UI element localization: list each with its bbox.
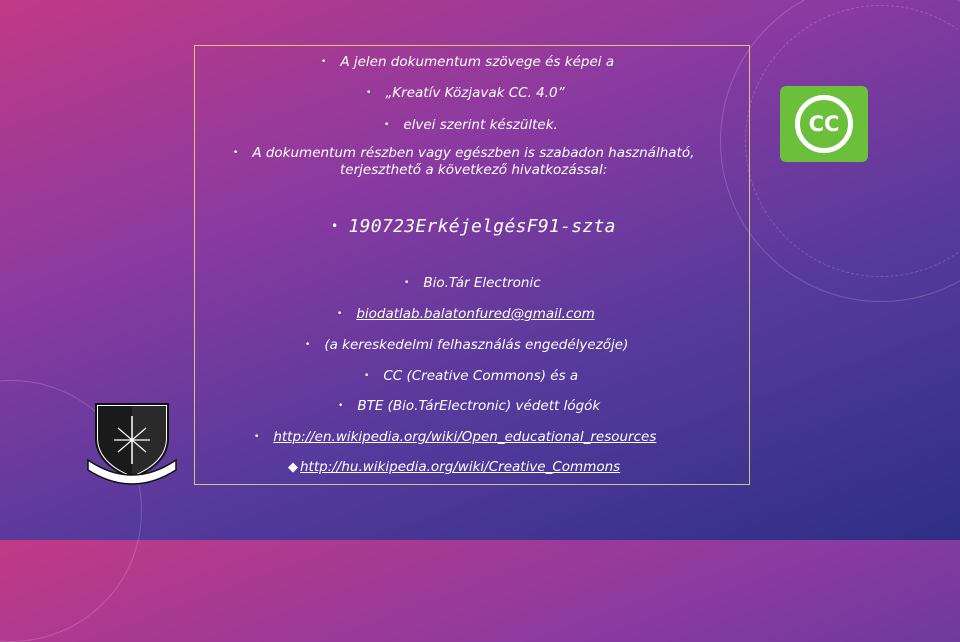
line-text: CC (Creative Commons) és a xyxy=(383,368,579,384)
line-text: A jelen dokumentum szövege és képei a xyxy=(340,54,615,70)
wiki-link-hu-text[interactable]: http://hu.wikipedia.org/wiki/Creative_Commons xyxy=(300,459,621,475)
cc-logo xyxy=(780,86,868,162)
bullet: • xyxy=(404,278,410,288)
content-frame xyxy=(194,45,750,485)
bullet: • xyxy=(337,309,343,319)
text-line-4 xyxy=(233,145,694,161)
text-line-6 xyxy=(404,275,541,291)
bte-shield-logo xyxy=(84,398,180,486)
line-text: elvei szerint készültek. xyxy=(403,117,558,133)
bullet: • xyxy=(331,219,339,233)
line-text: A dokumentum részben vagy egészben is szabadon használható, xyxy=(252,145,695,161)
email-link-text[interactable]: biodatlab.balatonfured@gmail.com xyxy=(356,306,595,322)
bullet: • xyxy=(305,340,311,350)
text-line-10 xyxy=(338,398,600,414)
text-line-2 xyxy=(366,85,565,101)
wiki-link-en-text[interactable]: http://en.wikipedia.org/wiki/Open_educational_resources xyxy=(273,429,657,445)
bullet: • xyxy=(321,57,327,67)
line-text: Bio.Tár Electronic xyxy=(423,275,541,291)
document-code xyxy=(331,216,616,237)
line-text: „Kreatív Közjavak CC. 4.0” xyxy=(385,85,565,101)
wiki-link-en[interactable] xyxy=(254,429,656,445)
text-line-3 xyxy=(384,117,558,133)
text-line-8 xyxy=(305,337,628,353)
bullet: • xyxy=(384,120,390,130)
wiki-link-hu[interactable] xyxy=(288,459,620,475)
bullet: • xyxy=(338,401,344,411)
bullet: • xyxy=(366,88,372,98)
diamond-bullet-icon: ◆ xyxy=(288,460,298,475)
email-link[interactable] xyxy=(337,306,595,322)
line-text: 190723ErkéjelgésF91-szta xyxy=(348,216,616,237)
cc-logo-mark xyxy=(795,95,853,153)
bullet: • xyxy=(254,432,260,442)
text-line-1 xyxy=(321,54,614,70)
bullet: • xyxy=(364,371,370,381)
text-line-9 xyxy=(364,368,578,384)
line-text: (a kereskedelmi felhasználás engedélyezője) xyxy=(324,337,629,353)
cc-logo-text: CC xyxy=(808,112,840,136)
text-line-4b xyxy=(340,162,607,178)
line-text: terjeszthető a következő hivatkozással: xyxy=(340,162,608,178)
line-text: BTE (Bio.TárElectronic) védett lógók xyxy=(357,398,601,414)
bullet: • xyxy=(233,148,239,158)
